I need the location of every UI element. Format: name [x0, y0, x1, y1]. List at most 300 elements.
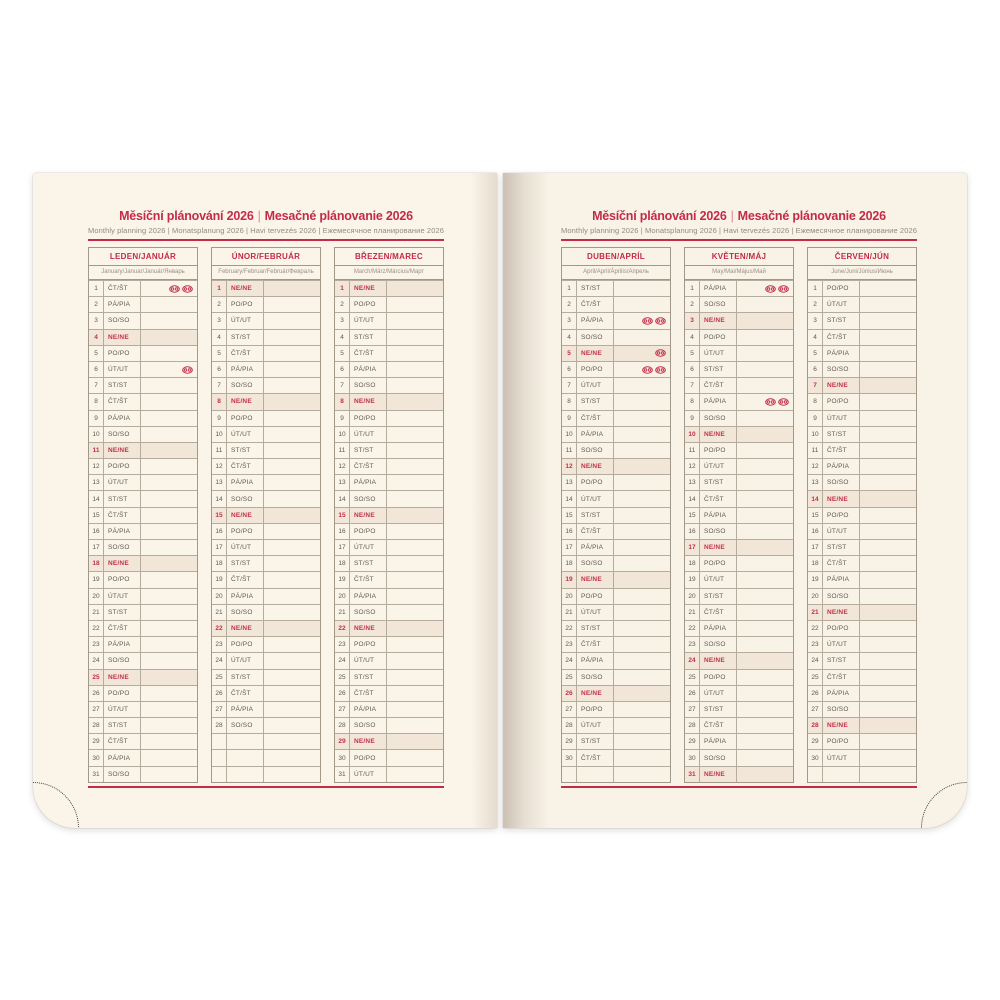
notes-cell [614, 556, 670, 571]
day-row [562, 523, 670, 539]
day-number-cell: 6 [808, 362, 823, 377]
page-content-left [88, 173, 444, 788]
day-row [212, 280, 320, 296]
day-number-cell: 5 [562, 346, 577, 361]
day-number-cell: 13 [685, 475, 700, 490]
day-number-cell: 13 [562, 475, 577, 490]
notes-cell [387, 313, 443, 328]
day-row [562, 636, 670, 652]
day-number-cell: 3 [89, 313, 104, 328]
day-number-cell: 13 [212, 475, 227, 490]
day-row [89, 669, 197, 685]
day-row [89, 733, 197, 749]
day-row [89, 280, 197, 296]
weekday-cell: PÁ/PIA [823, 346, 860, 361]
day-row [562, 652, 670, 668]
holiday-icon [655, 317, 666, 325]
day-number-cell: 11 [212, 443, 227, 458]
weekday-cell: ČT/ŠT [350, 459, 387, 474]
day-number-cell: 2 [335, 297, 350, 312]
weekday-cell: ST/ST [823, 427, 860, 442]
notes-cell [141, 556, 197, 571]
weekday-cell: NE/NE [823, 491, 860, 506]
notes-cell [141, 411, 197, 426]
notes-cell [737, 572, 793, 587]
day-row [808, 636, 916, 652]
day-number-cell: 31 [685, 767, 700, 782]
day-number-cell: 1 [562, 281, 577, 296]
day-number-cell: 19 [212, 572, 227, 587]
day-row [562, 329, 670, 345]
notes-cell [860, 394, 916, 409]
notes-cell [860, 653, 916, 668]
weekday-cell: ÚT/UT [350, 313, 387, 328]
weekday-cell: PÁ/PIA [227, 589, 264, 604]
day-row [89, 377, 197, 393]
notes-cell [614, 686, 670, 701]
day-number-cell: 18 [335, 556, 350, 571]
notes-cell [614, 378, 670, 393]
weekday-cell: SO/SO [823, 475, 860, 490]
notes-cell [614, 427, 670, 442]
perforation-arc [33, 782, 79, 828]
notes-cell [387, 508, 443, 523]
holiday-icon [655, 349, 666, 357]
day-number-cell: 11 [335, 443, 350, 458]
day-number-cell: 21 [335, 605, 350, 620]
day-row [89, 701, 197, 717]
weekday-cell: PO/PO [104, 572, 141, 587]
notes-cell [737, 589, 793, 604]
day-number-cell: 9 [335, 411, 350, 426]
day-row [808, 296, 916, 312]
weekday-cell: SO/SO [104, 540, 141, 555]
holiday-icon [182, 285, 193, 293]
notes-cell [264, 313, 320, 328]
day-number-cell: 19 [335, 572, 350, 587]
day-number-cell: 2 [685, 297, 700, 312]
day-number-cell: 8 [562, 394, 577, 409]
day-number-cell: 15 [685, 508, 700, 523]
header-rule [561, 239, 917, 241]
day-row [685, 733, 793, 749]
notes-cell [737, 297, 793, 312]
day-number-cell: 24 [562, 653, 577, 668]
day-row [212, 685, 320, 701]
day-number-cell: 20 [89, 589, 104, 604]
notes-cell [387, 767, 443, 782]
day-number-cell: 25 [562, 670, 577, 685]
notes-cell [614, 572, 670, 587]
day-row [212, 345, 320, 361]
notes-cell [614, 297, 670, 312]
day-row [335, 280, 443, 296]
notes-cell [860, 330, 916, 345]
weekday-cell: ČT/ŠT [350, 572, 387, 587]
day-row [89, 426, 197, 442]
day-number-cell: 6 [335, 362, 350, 377]
day-row [335, 588, 443, 604]
month-name: DUBEN/APRÍL [562, 248, 670, 266]
day-row [562, 588, 670, 604]
weekday-cell: NE/NE [350, 281, 387, 296]
weekday-cell: SO/SO [104, 313, 141, 328]
month-name: ÚNOR/FEBRUÁR [212, 248, 320, 266]
day-number-cell: 10 [685, 427, 700, 442]
notes-cell [264, 394, 320, 409]
notes-cell [860, 670, 916, 685]
day-row [808, 474, 916, 490]
empty-row [212, 733, 320, 749]
day-row [562, 393, 670, 409]
day-number-cell: 8 [335, 394, 350, 409]
day-row [808, 329, 916, 345]
day-row [335, 766, 443, 782]
notes-cell [614, 524, 670, 539]
day-row [335, 733, 443, 749]
day-row [89, 604, 197, 620]
weekday-cell: ČT/ŠT [700, 718, 737, 733]
notes-cell [264, 346, 320, 361]
day-number-cell: 5 [212, 346, 227, 361]
notes-cell [860, 411, 916, 426]
day-number-cell [562, 767, 577, 782]
day-row [212, 312, 320, 328]
weekday-cell: ST/ST [227, 330, 264, 345]
day-row [685, 296, 793, 312]
month-table-6 [807, 247, 917, 783]
day-row [562, 685, 670, 701]
weekday-cell: NE/NE [823, 605, 860, 620]
weekday-cell: ÚT/UT [823, 637, 860, 652]
weekday-cell: PO/PO [350, 637, 387, 652]
notes-cell [141, 734, 197, 749]
day-number-cell: 26 [685, 686, 700, 701]
day-number-cell: 7 [89, 378, 104, 393]
day-row [562, 717, 670, 733]
day-number-cell: 11 [562, 443, 577, 458]
notes-cell [860, 750, 916, 765]
weekday-cell: ÚT/UT [577, 718, 614, 733]
day-row [335, 490, 443, 506]
day-number-cell: 9 [212, 411, 227, 426]
notes-cell [737, 443, 793, 458]
weekday-cell: ÚT/UT [823, 750, 860, 765]
weekday-cell: PÁ/PIA [104, 750, 141, 765]
day-row [89, 393, 197, 409]
day-row [808, 345, 916, 361]
day-number-cell: 20 [212, 589, 227, 604]
weekday-cell: ČT/ŠT [350, 346, 387, 361]
day-row [212, 377, 320, 393]
day-row [808, 555, 916, 571]
day-number-cell: 16 [562, 524, 577, 539]
day-row [212, 620, 320, 636]
day-row [562, 361, 670, 377]
day-number-cell: 2 [562, 297, 577, 312]
day-row [89, 620, 197, 636]
weekday-cell: PO/PO [104, 686, 141, 701]
notes-cell [860, 508, 916, 523]
day-number-cell: 21 [212, 605, 227, 620]
day-row [212, 426, 320, 442]
day-number-cell: 30 [808, 750, 823, 765]
day-row [562, 377, 670, 393]
day-row [562, 669, 670, 685]
weekday-cell: ST/ST [823, 540, 860, 555]
day-row [212, 571, 320, 587]
weekday-cell: ST/ST [350, 670, 387, 685]
notes-cell [387, 297, 443, 312]
notes-cell [387, 572, 443, 587]
notes-cell [737, 767, 793, 782]
day-row [335, 312, 443, 328]
weekday-cell: PO/PO [227, 297, 264, 312]
notes-cell [387, 605, 443, 620]
weekday-cell: PO/PO [577, 589, 614, 604]
weekday-cell: ST/ST [104, 605, 141, 620]
weekday-cell: ČT/ŠT [104, 281, 141, 296]
day-row [212, 588, 320, 604]
day-number-cell: 22 [89, 621, 104, 636]
day-number-cell: 9 [562, 411, 577, 426]
day-number-cell: 14 [212, 491, 227, 506]
weekday-cell: NE/NE [104, 330, 141, 345]
weekday-cell: ST/ST [577, 508, 614, 523]
weekday-cell: ÚT/UT [823, 524, 860, 539]
page-subtitle: Monthly planning 2026 | Monatsplanung 2026 | Havi tervezés 2026 | Ежемесячное планирование 2026 [88, 226, 445, 235]
notes-cell [737, 540, 793, 555]
holiday-icon [642, 317, 653, 325]
notes-cell [614, 459, 670, 474]
day-number-cell: 24 [808, 653, 823, 668]
weekday-cell: ÚT/UT [350, 427, 387, 442]
day-row [562, 296, 670, 312]
day-row [335, 604, 443, 620]
notes-cell [264, 572, 320, 587]
day-row [685, 652, 793, 668]
weekday-cell: PO/PO [823, 508, 860, 523]
day-row [562, 555, 670, 571]
day-row [562, 733, 670, 749]
day-row [685, 410, 793, 426]
day-number-cell: 4 [685, 330, 700, 345]
weekday-cell: PO/PO [700, 443, 737, 458]
day-number-cell: 15 [335, 508, 350, 523]
day-number-cell: 8 [89, 394, 104, 409]
day-number-cell: 10 [89, 427, 104, 442]
day-number-cell: 22 [685, 621, 700, 636]
day-row [89, 539, 197, 555]
day-number-cell: 22 [335, 621, 350, 636]
day-row [89, 312, 197, 328]
day-row [808, 393, 916, 409]
title-slovak: Mesačné plánovanie 2026 [737, 209, 886, 223]
weekday-cell: NE/NE [577, 459, 614, 474]
day-number-cell: 5 [808, 346, 823, 361]
day-number-cell: 21 [808, 605, 823, 620]
month-table-5 [684, 247, 794, 783]
day-row [562, 620, 670, 636]
notes-cell [860, 637, 916, 652]
day-row [335, 507, 443, 523]
notes-cell [737, 411, 793, 426]
day-number-cell: 4 [89, 330, 104, 345]
day-number-cell: 21 [89, 605, 104, 620]
day-number-cell: 18 [89, 556, 104, 571]
day-row [212, 296, 320, 312]
weekday-cell: SO/SO [104, 767, 141, 782]
weekday-cell: PO/PO [350, 297, 387, 312]
weekday-cell [227, 750, 264, 765]
weekday-cell: PO/PO [823, 281, 860, 296]
weekday-cell: ČT/ŠT [104, 621, 141, 636]
notes-cell [141, 378, 197, 393]
weekday-cell: PO/PO [700, 330, 737, 345]
holiday-icon [169, 285, 180, 293]
weekday-cell: NE/NE [577, 686, 614, 701]
day-row [212, 329, 320, 345]
weekday-cell: ČT/ŠT [104, 508, 141, 523]
title-czech: Měsíční plánování 2026 [119, 209, 254, 223]
day-number-cell: 1 [685, 281, 700, 296]
day-row [562, 442, 670, 458]
day-row [685, 474, 793, 490]
month-table-1 [88, 247, 198, 783]
weekday-cell: ČT/ŠT [700, 378, 737, 393]
day-row [562, 749, 670, 765]
weekday-cell: ST/ST [577, 281, 614, 296]
day-number-cell: 4 [808, 330, 823, 345]
weekday-cell: PÁ/PIA [227, 702, 264, 717]
day-number-cell: 3 [685, 313, 700, 328]
day-row [89, 588, 197, 604]
day-row [212, 458, 320, 474]
notes-cell [614, 411, 670, 426]
day-row [685, 280, 793, 296]
day-row [89, 766, 197, 782]
day-number-cell: 9 [89, 411, 104, 426]
weekday-cell: SO/SO [227, 718, 264, 733]
day-number-cell: 5 [335, 346, 350, 361]
weekday-cell: NE/NE [700, 427, 737, 442]
notes-cell [737, 750, 793, 765]
day-row [562, 539, 670, 555]
notes-cell [614, 394, 670, 409]
weekday-cell: ÚT/UT [823, 411, 860, 426]
notes-cell [387, 621, 443, 636]
day-number-cell: 16 [685, 524, 700, 539]
day-number-cell: 19 [89, 572, 104, 587]
day-row [685, 701, 793, 717]
notes-cell [860, 702, 916, 717]
day-number-cell: 24 [335, 653, 350, 668]
notes-cell [264, 378, 320, 393]
day-number-cell: 14 [562, 491, 577, 506]
notes-cell [614, 670, 670, 685]
day-row [335, 410, 443, 426]
day-row [562, 345, 670, 361]
day-number-cell: 25 [335, 670, 350, 685]
notes-cell [387, 524, 443, 539]
weekday-cell [577, 767, 614, 782]
day-row [685, 604, 793, 620]
day-row [808, 442, 916, 458]
notes-cell [141, 653, 197, 668]
notes-cell [387, 491, 443, 506]
day-number-cell: 13 [335, 475, 350, 490]
notes-cell [860, 362, 916, 377]
notes-cell [141, 313, 197, 328]
weekday-cell: PÁ/PIA [577, 540, 614, 555]
day-row [685, 377, 793, 393]
notes-cell [737, 394, 793, 409]
day-number-cell: 17 [685, 540, 700, 555]
day-number-cell: 10 [335, 427, 350, 442]
notes-cell [387, 589, 443, 604]
weekday-cell: ČT/ŠT [700, 605, 737, 620]
day-row [212, 539, 320, 555]
weekday-cell: ST/ST [577, 621, 614, 636]
day-number-cell: 26 [808, 686, 823, 701]
weekday-cell: SO/SO [700, 524, 737, 539]
weekday-cell: ČT/ŠT [577, 524, 614, 539]
notes-cell [141, 281, 197, 296]
day-row [685, 426, 793, 442]
month-languages: January/Januar/Január/Январь [89, 266, 197, 280]
notes-cell [860, 734, 916, 749]
notes-cell [737, 605, 793, 620]
weekday-cell: ST/ST [104, 378, 141, 393]
day-row [808, 361, 916, 377]
day-number-cell: 24 [685, 653, 700, 668]
day-number-cell: 27 [685, 702, 700, 717]
months-grid-left [88, 247, 444, 783]
notes-cell [264, 702, 320, 717]
weekday-cell: PO/PO [350, 524, 387, 539]
weekday-cell: SO/SO [700, 750, 737, 765]
notes-cell [141, 686, 197, 701]
notes-cell [264, 670, 320, 685]
weekday-cell: PÁ/PIA [350, 362, 387, 377]
weekday-cell: ST/ST [700, 475, 737, 490]
weekday-cell: PO/PO [577, 702, 614, 717]
day-row [89, 296, 197, 312]
weekday-cell: ČT/ŠT [227, 686, 264, 701]
day-number-cell: 3 [808, 313, 823, 328]
day-row [89, 458, 197, 474]
notes-cell [614, 767, 670, 782]
day-number-cell: 12 [562, 459, 577, 474]
weekday-cell: ČT/ŠT [577, 750, 614, 765]
day-row [562, 280, 670, 296]
day-number-cell: 26 [212, 686, 227, 701]
notes-cell [387, 686, 443, 701]
day-row [212, 442, 320, 458]
weekday-cell: NE/NE [577, 346, 614, 361]
holiday-icon [642, 366, 653, 374]
day-row [808, 701, 916, 717]
day-number-cell [212, 750, 227, 765]
day-row [335, 636, 443, 652]
day-number-cell: 13 [89, 475, 104, 490]
weekday-cell: ÚT/UT [104, 589, 141, 604]
day-row [89, 345, 197, 361]
day-number-cell: 19 [562, 572, 577, 587]
weekday-cell [227, 734, 264, 749]
month-languages: April/April/Április/Апрель [562, 266, 670, 280]
weekday-cell: SO/SO [104, 653, 141, 668]
